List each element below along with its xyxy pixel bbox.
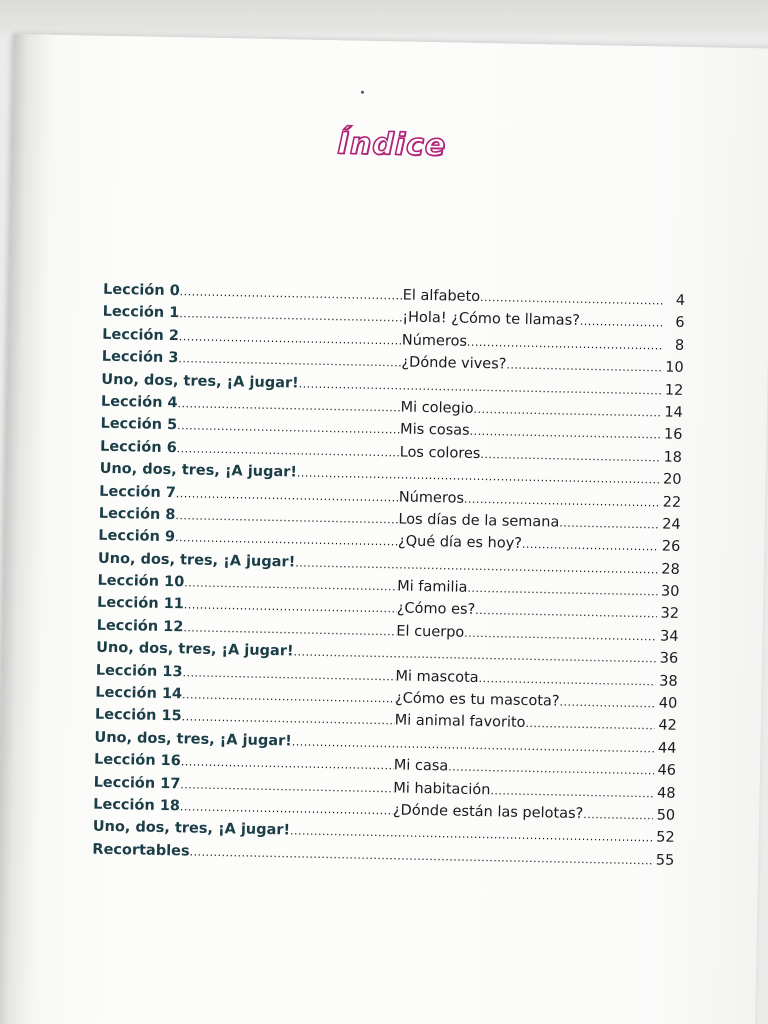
toc-entry-topic: Mi habitación: [393, 780, 491, 798]
toc-entry-label: Uno, dos, tres, ¡A jugar!: [94, 729, 292, 750]
toc-entry-label: Lección 3: [101, 348, 179, 367]
table-of-contents: [92, 279, 685, 872]
dot-leader: [506, 355, 662, 380]
page-title: Índice: [337, 126, 447, 164]
toc-entry-page-number: 8: [674, 337, 685, 354]
toc-entry-topic: Números: [398, 488, 465, 507]
toc-entry-page-number: 38: [659, 673, 678, 690]
toc-entry-page-number: 4: [675, 292, 686, 309]
toc-entry-page-number: 30: [660, 583, 680, 600]
toc-entry-label: Lección 14: [95, 684, 183, 703]
title-area: [12, 120, 768, 170]
toc-entry-page-number: 34: [659, 628, 679, 645]
toc-entry-page-number: 14: [664, 404, 684, 421]
toc-entry-topic: ¿Dónde están las pelotas?: [392, 802, 584, 823]
toc-entry-label: Lección 5: [100, 416, 178, 434]
toc-entry-label: Lección 4: [100, 393, 178, 412]
toc-entry-topic: Los días de la semana: [398, 511, 560, 531]
toc-entry-label: Lección 8: [98, 505, 176, 524]
toc-entry-label: Lección 1: [102, 304, 180, 322]
book-page: [0, 34, 768, 1024]
toc-entry-page-number: 36: [659, 650, 679, 668]
toc-entry-page-number: 55: [655, 852, 675, 869]
toc-entry-label: Lección 12: [96, 617, 184, 636]
toc-entry-label: Lección 9: [98, 528, 176, 546]
toc-entry-page-number: 22: [662, 494, 682, 511]
toc-entry-label: Lección 7: [99, 483, 177, 501]
toc-entry-topic: ¿Cómo es?: [396, 600, 476, 619]
toc-entry-label: Uno, dos, tres, ¡A jugar!: [101, 371, 299, 392]
toc-entry-label: Uno, dos, tres, ¡A jugar!: [99, 460, 298, 481]
toc-entry-topic: ¿Dónde vives?: [401, 354, 507, 373]
toc-entry-topic: El alfabeto: [402, 287, 481, 305]
toc-entry-label: Lección 11: [96, 595, 184, 613]
dot-leader: [525, 713, 655, 738]
print-speck: [361, 91, 364, 94]
toc-entry-topic: Mi colegio: [400, 399, 474, 417]
toc-entry-page-number: 20: [662, 471, 682, 489]
toc-entry-page-number: 12: [664, 382, 684, 399]
toc-entry-page-number: 52: [656, 829, 675, 847]
toc-entry-topic: Mi mascota: [395, 668, 479, 686]
dot-leader: [522, 534, 659, 559]
toc-entry-label: Uno, dos, tres, ¡A jugar!: [92, 819, 291, 839]
toc-entry-page-number: 32: [660, 605, 680, 623]
toc-entry-label: Lección 10: [97, 572, 185, 591]
toc-entry-label: Lección 16: [93, 751, 181, 770]
toc-entry-topic: Mi familia: [397, 578, 468, 596]
toc-entry-page-number: 46: [657, 762, 677, 780]
toc-entry-page-number: 28: [661, 561, 680, 578]
toc-entry-label: Lección 17: [93, 774, 181, 792]
toc-entry-topic: ¿Qué día es hoy?: [397, 533, 523, 553]
toc-entry-topic: Mis cosas: [399, 421, 470, 440]
toc-entry-page-number: 24: [662, 516, 681, 533]
toc-entry-label: Recortables: [92, 841, 190, 860]
dot-leader: [580, 311, 663, 335]
toc-entry-label: Uno, dos, tres, ¡A jugar!: [96, 639, 294, 660]
toc-entry-topic: ¿Cómo es tu mascota?: [394, 690, 560, 710]
toc-entry-page-number: 26: [661, 538, 681, 556]
toc-entry-page-number: 18: [663, 449, 683, 466]
toc-entry-topic: ¡Hola! ¿Cómo te llamas?: [402, 309, 581, 330]
toc-entry-page-number: 48: [656, 785, 676, 802]
toc-entry-page-number: 6: [675, 315, 685, 332]
toc-entry-page-number: 44: [657, 740, 677, 757]
toc-entry-page-number: 50: [656, 807, 676, 824]
toc-entry-label: Lección 0: [102, 281, 180, 300]
toc-entry-label: Lección 2: [102, 326, 180, 345]
toc-entry-label: Lección 13: [95, 662, 183, 680]
toc-entry-page-number: 42: [658, 717, 677, 735]
toc-entry-page-number: 40: [658, 695, 678, 712]
toc-entry-label: Uno, dos, tres, ¡A jugar!: [97, 550, 296, 571]
toc-entry-topic: El cuerpo: [396, 623, 465, 641]
dot-leader: [559, 512, 659, 536]
toc-entry-topic: Números: [401, 332, 468, 350]
toc-entry-label: Lección 6: [99, 438, 177, 456]
toc-entry-page-number: 16: [663, 426, 683, 444]
dot-leader: [559, 692, 655, 716]
toc-entry-page-number: 10: [665, 359, 684, 377]
toc-entry-topic: Mi animal favorito: [394, 712, 526, 732]
dot-leader: [583, 804, 653, 828]
toc-entry-topic: Mi casa: [393, 757, 449, 775]
toc-entry-topic: Los colores: [399, 444, 481, 462]
toc-entry-label: Lección 18: [93, 796, 181, 815]
toc-entry-label: Lección 15: [94, 707, 182, 725]
